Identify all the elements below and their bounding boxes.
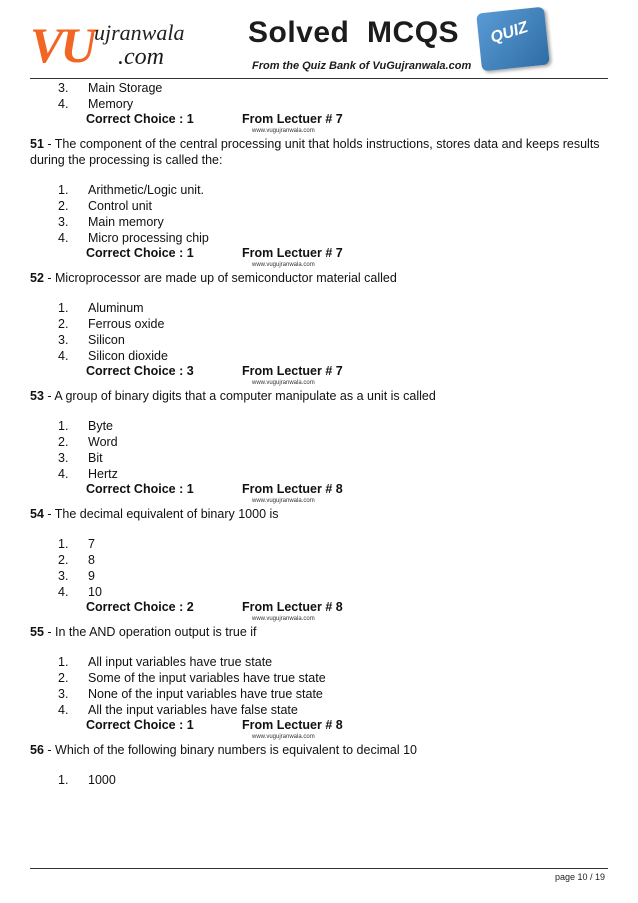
option-text: All the input variables have false state <box>88 703 298 717</box>
option-number: 3. <box>58 333 69 347</box>
question-text <box>30 506 608 522</box>
option-number: 2. <box>58 435 69 449</box>
option-text: Arithmetic/Logic unit. <box>88 183 205 197</box>
option-number: 4. <box>58 703 69 717</box>
lecture-ref: From Lectuer # 7 <box>242 112 343 126</box>
option-text: Memory <box>88 97 134 111</box>
source-line <box>30 261 608 270</box>
option-text: Some of the input variables have true state <box>88 671 326 685</box>
answer-row <box>30 482 608 497</box>
lecture-ref: From Lectuer # 8 <box>242 718 343 732</box>
option-number: 1. <box>58 773 69 787</box>
spacer <box>30 286 608 300</box>
option-text: Byte <box>88 419 114 433</box>
source-line <box>30 615 608 624</box>
spacer <box>30 168 608 182</box>
option-item <box>30 348 608 364</box>
question-number: 53 <box>30 389 44 403</box>
lecture-ref: From Lectuer # 8 <box>242 600 343 614</box>
source-url: www.vugujranwala.com <box>252 616 315 622</box>
question-text <box>30 624 608 640</box>
correct-choice: Correct Choice : 1 <box>86 246 194 260</box>
question-body: - Which of the following binary numbers is equivalent to decimal 10 <box>43 743 418 757</box>
option-number: 2. <box>58 199 69 213</box>
option-number: 2. <box>58 671 69 685</box>
option-number: 4. <box>58 467 69 481</box>
question-number: 56 <box>30 743 44 757</box>
option-number: 3. <box>58 451 69 465</box>
option-item <box>30 96 608 112</box>
option-text: Aluminum <box>88 301 144 315</box>
option-number: 4. <box>58 97 69 111</box>
question-text <box>30 742 608 758</box>
answer-row <box>30 364 608 379</box>
source-line <box>30 497 608 506</box>
source-line <box>30 127 608 136</box>
option-text: Main Storage <box>88 81 163 95</box>
option-number: 1. <box>58 301 69 315</box>
question-body: - The component of the central processing unit that holds instructions, stores data and keeps results during the processing is called the: <box>30 137 600 167</box>
option-text: 10 <box>88 585 102 599</box>
option-text: 7 <box>88 537 95 551</box>
question-body: - Microprocessor are made up of semiconductor material called <box>43 271 397 285</box>
option-item <box>30 316 608 332</box>
option-item <box>30 418 608 434</box>
question-body: - A group of binary digits that a computer manipulate as a unit is called <box>43 389 436 403</box>
option-number: 2. <box>58 553 69 567</box>
option-text: Silicon <box>88 333 125 347</box>
vugujranwala-logo <box>30 14 220 74</box>
logo-vu-text: VU <box>30 17 94 73</box>
option-text: Word <box>88 435 118 449</box>
option-number: 3. <box>58 569 69 583</box>
banner-subtitle: From the Quiz Bank of VuGujranwala.com <box>252 60 472 72</box>
question-text <box>30 136 608 168</box>
source-url: www.vugujranwala.com <box>252 380 315 386</box>
option-number: 1. <box>58 655 69 669</box>
option-item <box>30 214 608 230</box>
option-number: 3. <box>58 81 69 95</box>
spacer <box>30 758 608 772</box>
banner-title: Solved MCQS <box>248 16 460 49</box>
answer-row <box>30 600 608 615</box>
lecture-ref: From Lectuer # 7 <box>242 246 343 260</box>
option-text: Micro processing chip <box>88 231 209 245</box>
logo-com-text: .com <box>118 44 164 70</box>
answer-row <box>30 718 608 733</box>
option-number: 1. <box>58 419 69 433</box>
source-url: www.vugujranwala.com <box>252 498 315 504</box>
spacer <box>30 404 608 418</box>
page-header <box>0 0 638 80</box>
option-number: 1. <box>58 537 69 551</box>
correct-choice: Correct Choice : 1 <box>86 112 194 126</box>
source-url: www.vugujranwala.com <box>252 262 315 268</box>
mcq-content <box>30 80 608 788</box>
option-number: 1. <box>58 183 69 197</box>
question-text <box>30 270 608 286</box>
page-number: page 10 / 19 <box>554 872 605 882</box>
option-item <box>30 450 608 466</box>
question-text <box>30 388 608 404</box>
option-number: 2. <box>58 317 69 331</box>
spacer <box>30 522 608 536</box>
option-number: 4. <box>58 349 69 363</box>
source-url: www.vugujranwala.com <box>252 734 315 740</box>
option-number: 4. <box>58 231 69 245</box>
option-item <box>30 568 608 584</box>
option-text: 9 <box>88 569 95 583</box>
question-body: - The decimal equivalent of binary 1000 is <box>43 507 279 521</box>
question-number: 55 <box>30 625 44 639</box>
option-text: 1000 <box>88 773 116 787</box>
option-text: None of the input variables have true state <box>88 687 323 701</box>
option-item <box>30 552 608 568</box>
quiz-key-icon <box>476 7 550 72</box>
answer-row <box>30 246 608 261</box>
option-item <box>30 198 608 214</box>
option-item <box>30 584 608 600</box>
lecture-ref: From Lectuer # 8 <box>242 482 343 496</box>
option-text: Main memory <box>88 215 164 229</box>
option-text: Silicon dioxide <box>88 349 168 363</box>
option-item <box>30 466 608 482</box>
question-number: 54 <box>30 507 44 521</box>
option-text: Ferrous oxide <box>88 317 165 331</box>
answer-row <box>30 112 608 127</box>
question-number: 51 <box>30 137 44 151</box>
correct-choice: Correct Choice : 3 <box>86 364 194 378</box>
option-text: 8 <box>88 553 95 567</box>
option-item <box>30 182 608 198</box>
correct-choice: Correct Choice : 1 <box>86 482 194 496</box>
footer-divider <box>30 868 608 869</box>
option-number: 3. <box>58 215 69 229</box>
option-item <box>30 332 608 348</box>
source-line <box>30 379 608 388</box>
option-item <box>30 654 608 670</box>
logo-ujranwala-text: ujranwala <box>94 20 185 45</box>
header-divider <box>30 78 608 79</box>
quiz-key-label: QUIZ <box>488 18 531 47</box>
option-number: 4. <box>58 585 69 599</box>
correct-choice: Correct Choice : 1 <box>86 718 194 732</box>
option-item <box>30 670 608 686</box>
question-body: - In the AND operation output is true if <box>43 625 257 639</box>
option-number: 3. <box>58 687 69 701</box>
question-number: 52 <box>30 271 44 285</box>
option-text: All input variables have true state <box>88 655 273 669</box>
option-item <box>30 536 608 552</box>
option-item <box>30 434 608 450</box>
option-item <box>30 80 608 96</box>
option-item <box>30 772 608 788</box>
lecture-ref: From Lectuer # 7 <box>242 364 343 378</box>
option-item <box>30 300 608 316</box>
option-text: Hertz <box>88 467 118 481</box>
option-item <box>30 702 608 718</box>
option-item <box>30 686 608 702</box>
option-text: Control unit <box>88 199 152 213</box>
source-line <box>30 733 608 742</box>
option-item <box>30 230 608 246</box>
correct-choice: Correct Choice : 2 <box>86 600 194 614</box>
source-url: www.vugujranwala.com <box>252 128 315 134</box>
spacer <box>30 640 608 654</box>
option-text: Bit <box>88 451 103 465</box>
